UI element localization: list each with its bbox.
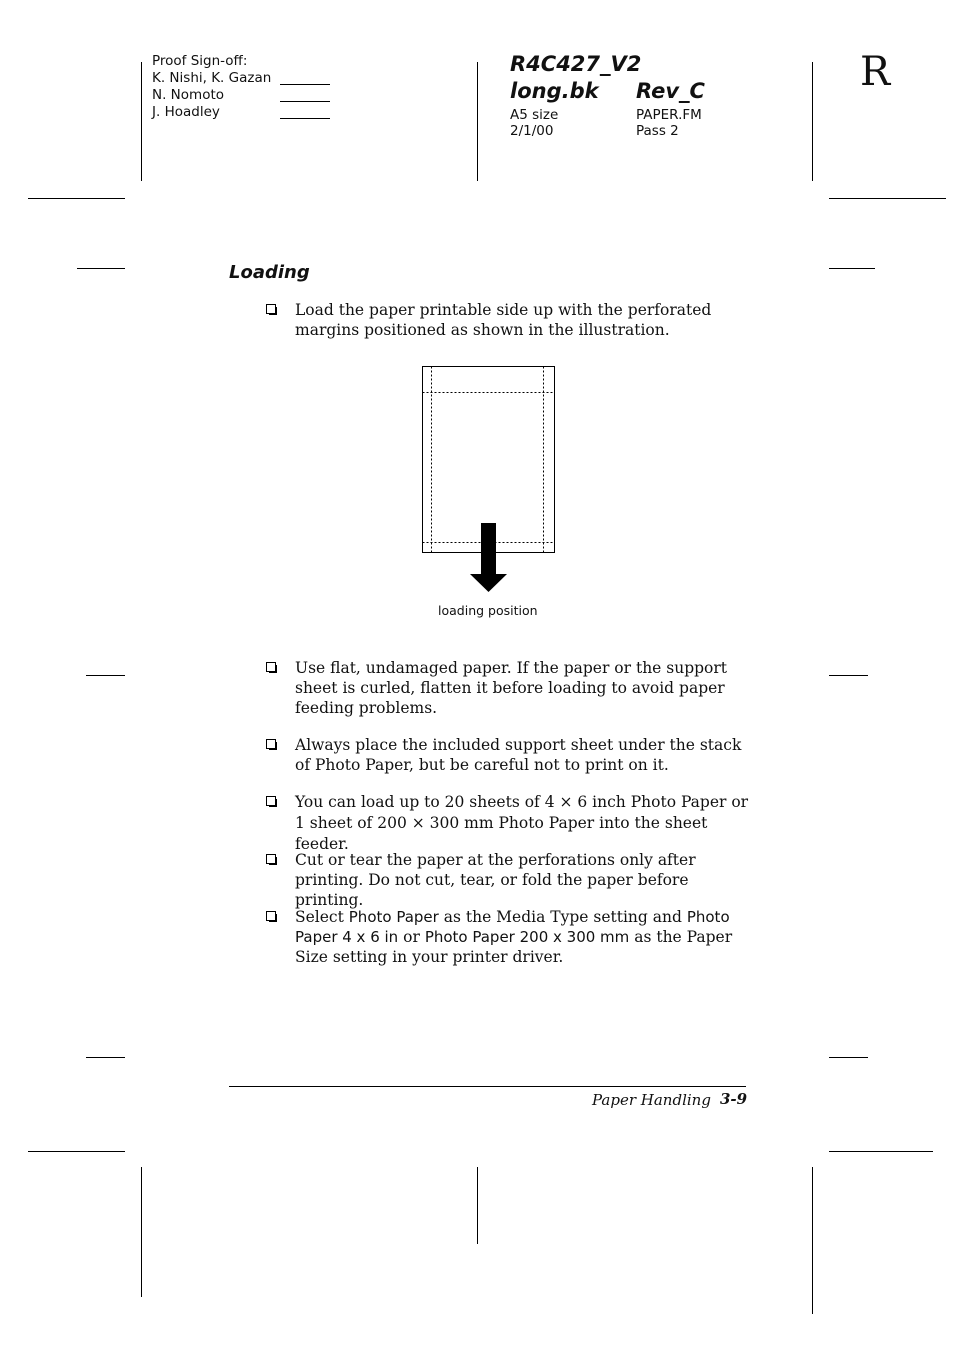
corner-letter: R xyxy=(860,49,891,95)
instruction-paragraph: Cut or tear the paper at the perforations only after printing. Do not cut, tear, or fold the paper before printing. xyxy=(295,851,696,909)
proof-signer: K. Nishi, K. Gazan xyxy=(152,70,272,86)
crop-mark xyxy=(829,198,946,199)
book-name: long.bk xyxy=(510,79,599,103)
crop-mark xyxy=(829,675,868,676)
ui-setting-name: Photo Paper 200 x 300 mm xyxy=(424,928,630,946)
ui-setting-name: Photo Paper xyxy=(348,908,439,926)
footer-rule xyxy=(229,1086,746,1087)
checkbox-bullet-icon xyxy=(266,854,278,866)
page-number: 3-9 xyxy=(720,1090,748,1108)
crop-mark xyxy=(829,1151,933,1152)
text-run: as the Paper Size setting in your printer driver. xyxy=(295,928,733,966)
file-name: PAPER.FM xyxy=(636,107,702,123)
signature-line xyxy=(280,101,330,102)
doc-id: R4C427_V2 xyxy=(510,52,642,76)
crop-mark xyxy=(812,62,813,181)
crop-mark xyxy=(141,1167,142,1297)
revision: Rev_C xyxy=(636,79,705,103)
crop-mark xyxy=(141,62,142,181)
instruction-paragraph: Load the paper printable side up with the perforated margins positioned as shown in the illustration. xyxy=(295,301,712,339)
checkbox-bullet-icon xyxy=(266,304,278,316)
crop-mark xyxy=(812,1167,813,1314)
crop-mark xyxy=(829,1057,868,1058)
proof-signer: N. Nomoto xyxy=(152,87,225,103)
crop-mark xyxy=(477,1167,478,1244)
checkbox-bullet-icon xyxy=(266,739,278,751)
checkbox-bullet-icon xyxy=(266,662,278,674)
crop-mark xyxy=(829,268,875,269)
footer-chapter: Paper Handling xyxy=(592,1091,711,1109)
instruction-paragraph xyxy=(295,907,750,967)
doc-date: 2/1/00 xyxy=(510,123,554,139)
page-size: A5 size xyxy=(510,107,559,123)
checkbox-bullet-icon xyxy=(266,911,278,923)
crop-mark xyxy=(28,198,125,199)
instruction-paragraph: Use flat, undamaged paper. If the paper or the support sheet is curled, flatten it before loading to avoid paper feeding problems. xyxy=(295,659,728,717)
proof-signoff-title: Proof Sign-off: xyxy=(152,53,248,69)
crop-mark xyxy=(86,675,125,676)
ui-setting-name: Photo Paper 4 x 6 in xyxy=(295,908,730,946)
checkbox-bullet-icon xyxy=(266,796,278,808)
section-title: Loading xyxy=(229,262,310,283)
instruction-paragraph: Always place the included support sheet under the stack of Photo Paper, but be careful not to print on it. xyxy=(295,736,742,774)
pass-number: Pass 2 xyxy=(636,123,679,139)
proof-signer: J. Hoadley xyxy=(152,104,220,120)
signature-line xyxy=(280,84,330,85)
signature-line xyxy=(280,118,330,119)
crop-mark xyxy=(77,268,125,269)
crop-mark xyxy=(28,1151,125,1152)
instruction-paragraph: You can load up to 20 sheets of 4 × 6 inch Photo Paper or 1 sheet of 200 × 300 mm Photo Paper into the sheet feeder. xyxy=(295,793,749,853)
crop-mark xyxy=(86,1057,125,1058)
text-run: Select xyxy=(295,908,349,926)
crop-mark xyxy=(477,62,478,181)
text-run: or xyxy=(398,928,425,946)
paper-loading-illustration xyxy=(418,362,560,598)
figure-caption: loading position xyxy=(438,603,538,618)
text-run: as the Media Type setting and xyxy=(438,908,687,926)
